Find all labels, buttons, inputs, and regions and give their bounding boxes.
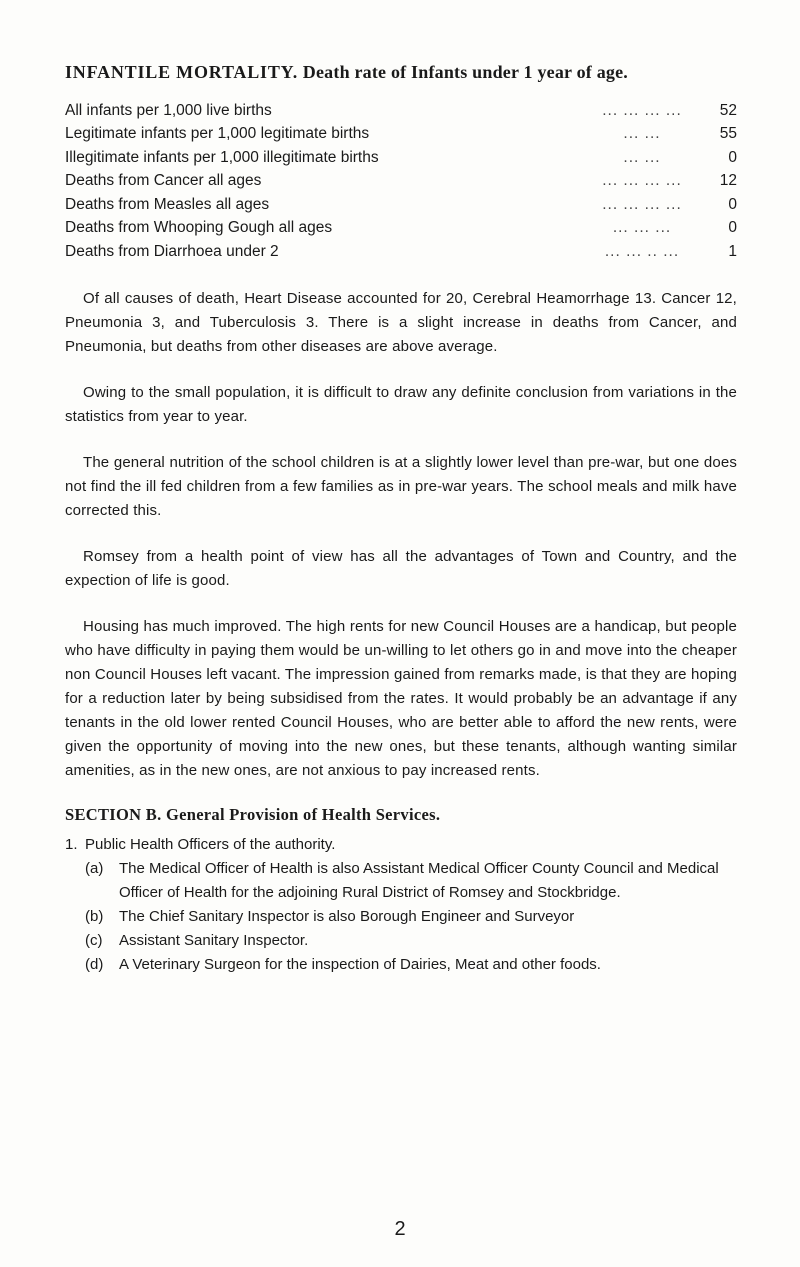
stat-label: Deaths from Diarrhoea under 2: [65, 242, 279, 260]
list-item: [65, 833, 737, 857]
sub-list-item: [85, 857, 737, 905]
sub-list-item: [85, 905, 737, 929]
stat-leader-dots: ... ... ... ...: [602, 195, 682, 213]
stat-leader-dots: ... ... ... ...: [602, 172, 682, 190]
item-text: Public Health Officers of the authority.: [85, 835, 336, 853]
stat-label: Deaths from Whooping Gough all ages: [65, 219, 333, 237]
health-officers-list: [65, 833, 737, 977]
document-page: [65, 62, 737, 977]
stat-value: 0: [728, 195, 737, 213]
paragraph-causes-of-death: Of all causes of death, Heart Disease accounted for 20, Cerebral Heamorrhage 13. Cancer 12, Pneumonia 3, and Tuberculosis 3. There is a slight increase in deaths from Cancer, and Pneumonia, but deaths from other diseases are above average.: [65, 289, 737, 355]
sub-item-letter: (b): [85, 907, 104, 925]
stat-leader-dots: ... ...: [623, 148, 661, 166]
stats-row: [65, 240, 737, 264]
sub-item-text: The Medical Officer of Health is also Assistant Medical Officer County Council and Medical Officer of Health for the adjoining Rural District of Romsey and Stockbridge.: [119, 859, 719, 901]
stat-value: 0: [728, 219, 737, 237]
stat-value: 1: [728, 242, 737, 260]
heading-caps: INFANTILE MORTALITY.: [65, 62, 299, 82]
stat-leader-dots: ... ... .. ...: [604, 242, 680, 260]
section-b-heading: SECTION B. General Provision of Health Services.: [65, 804, 441, 824]
stats-row: [65, 217, 737, 241]
sub-item-letter: (a): [85, 859, 104, 877]
stats-row: [65, 99, 737, 123]
sub-item-letter: (d): [85, 955, 104, 973]
sub-list-item: [85, 953, 737, 977]
stat-label: Deaths from Cancer all ages: [65, 172, 262, 190]
heading-rest: Death rate of Infants under 1 year of age.: [302, 62, 628, 82]
paragraph-nutrition: The general nutrition of the school children is at a slightly lower level than pre-war, but one does not find the ill fed children from a few families as in pre-war years. The school meals and milk have corrected this.: [65, 453, 737, 519]
stat-label: Deaths from Measles all ages: [65, 195, 270, 213]
paragraph-housing: Housing has much improved. The high rents for new Council Houses are a handicap, but people who have difficulty in paying them would be un-willing to let others go in and move into the cheaper non Council Houses left vacant. The impression gained from remarks made, is that they are hoping for a reduction later by being subsidised from the rates. It would probably be an advantage if any tenants in the old lower rented Council Houses, who are better able to afford the new rents, were given the opportunity of moving into the new ones, but these tenants, although wanting similar amenities, as in the new ones, are not anxious to pay increased rents.: [65, 617, 737, 779]
mortality-stats-table: [65, 99, 737, 264]
sub-item-text: The Chief Sanitary Inspector is also Borough Engineer and Surveyor: [119, 907, 575, 925]
stat-value: 52: [719, 101, 737, 119]
stats-row: [65, 123, 737, 147]
stat-leader-dots: ... ... ... ...: [602, 101, 682, 119]
paragraph-small-population: Owing to the small population, it is difficult to draw any definite conclusion from variations in the statistics from year to year.: [65, 383, 737, 425]
stat-leader-dots: ... ...: [623, 125, 661, 143]
paragraph-romsey-health: Romsey from a health point of view has all the advantages of Town and Country, and the expection of life is good.: [65, 547, 737, 589]
sub-item-text: Assistant Sanitary Inspector.: [119, 931, 309, 949]
sub-item-text: A Veterinary Surgeon for the inspection of Dairies, Meat and other foods.: [119, 955, 601, 973]
stats-row: [65, 146, 737, 170]
stat-value: 55: [719, 125, 737, 143]
stat-value: 0: [728, 148, 737, 166]
stat-leader-dots: ... ... ...: [612, 219, 672, 237]
page-number: 2: [394, 1218, 406, 1240]
stat-value: 12: [719, 172, 737, 190]
stat-label: All infants per 1,000 live births: [65, 101, 272, 119]
stats-row: [65, 193, 737, 217]
sub-item-letter: (c): [85, 931, 103, 949]
stat-label: Legitimate infants per 1,000 legitimate births: [65, 125, 370, 143]
sub-list-item: [85, 929, 737, 953]
stat-label: Illegitimate infants per 1,000 illegitimate births: [65, 148, 379, 166]
item-number: 1.: [65, 835, 78, 853]
infantile-mortality-heading: [65, 62, 737, 83]
stats-row: [65, 170, 737, 194]
